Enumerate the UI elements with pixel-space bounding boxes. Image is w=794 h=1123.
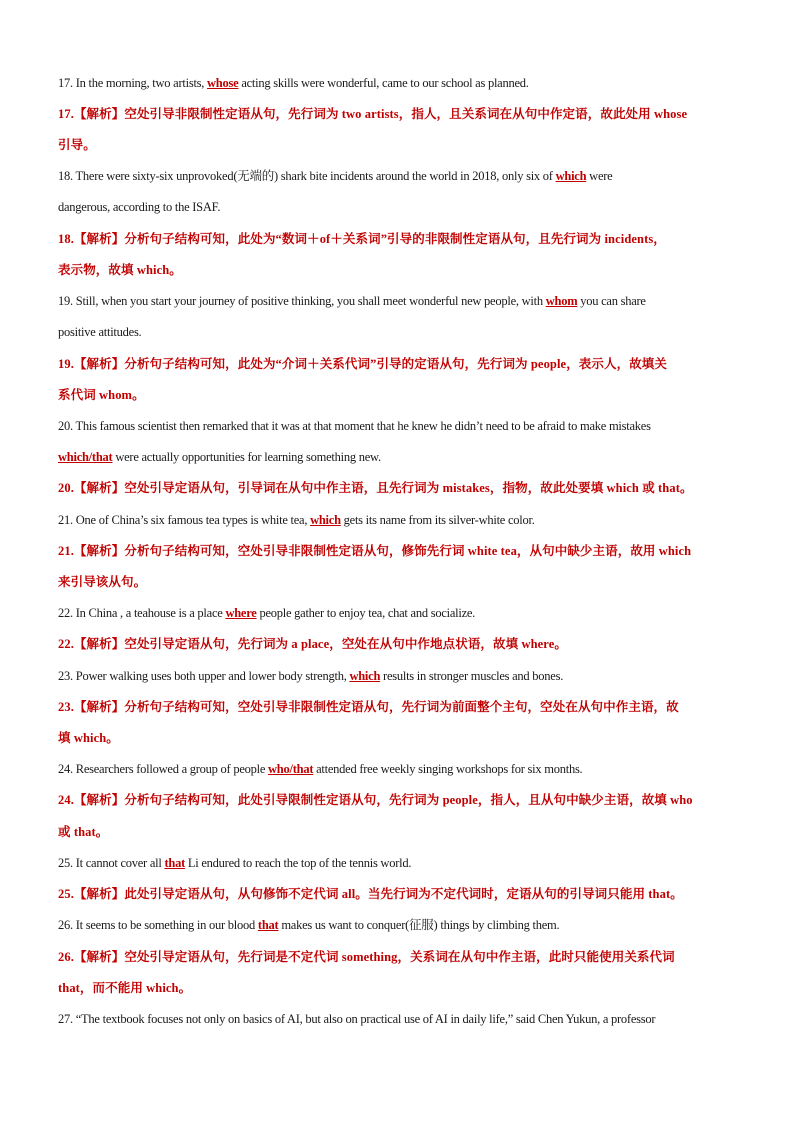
question-27: 27. “The textbook focuses not only on basics of AI, but also on practical use of AI in daily life,” said Chen Yukun, a professor bbox=[58, 1012, 656, 1026]
analysis-26-cont: that，而不能用 which。 bbox=[58, 981, 192, 995]
question-22: 22. In China , a teahouse is a place where people gather to enjoy tea, chat and socialize. bbox=[58, 606, 476, 620]
analysis-25: 25.【解析】此处引导定语从句，从句修饰不定代词 all。当先行词为不定代词时，定语从句的引导词只能用 that。 bbox=[58, 887, 683, 901]
analysis-21: 21.【解析】分析句子结构可知，空处引导非限制性定语从句，修饰先行词 white tea，从句中缺少主语，故用 which bbox=[58, 544, 692, 558]
question-26: 26. It seems to be something in our blood that makes us want to conquer(征服) things by climbing them. bbox=[58, 918, 560, 932]
answer-20: which/that bbox=[58, 450, 113, 464]
analysis-17: 17.【解析】空处引导非限制性定语从句，先行词为 two artists，指人，且关系词在从句中作定语，故此处用 whose bbox=[58, 107, 688, 121]
analysis-23: 23.【解析】分析句子结构可知，空处引导非限制性定语从句，先行词为前面整个主句，空处在从句中作主语，故 bbox=[58, 700, 679, 714]
answer-17: whose bbox=[207, 76, 239, 90]
question-19-cont: positive attitudes. bbox=[58, 325, 142, 339]
question-17: 17. In the morning, two artists, whose acting skills were wonderful, came to our school as planned. bbox=[58, 76, 529, 90]
analysis-20: 20.【解析】空处引导定语从句，引导词在从句中作主语，且先行词为 mistakes，指物，故此处要填 which 或 that。 bbox=[58, 481, 693, 495]
question-21: 21. One of China’s six famous tea types is white tea, which gets its name from its silver-white color. bbox=[58, 513, 535, 527]
question-18-cont: dangerous, according to the ISAF. bbox=[58, 200, 221, 214]
answer-19: whom bbox=[545, 294, 578, 308]
analysis-18-cont: 表示物，故填 which。 bbox=[58, 263, 182, 277]
answer-25: that bbox=[164, 856, 185, 870]
analysis-21-cont: 来引导该从句。 bbox=[58, 575, 147, 589]
analysis-23-cont: 填 which。 bbox=[58, 731, 119, 745]
answer-26: that bbox=[257, 918, 279, 932]
question-18: 18. There were sixty-six unprovoked(无端的) shark bite incidents around the world in 2018, only six of which were bbox=[58, 169, 613, 183]
answer-23: which bbox=[349, 669, 381, 683]
answer-22: where bbox=[225, 606, 257, 620]
analysis-19-cont: 系代词 whom。 bbox=[58, 388, 145, 402]
question-25: 25. It cannot cover all that Li endured to reach the top of the tennis world. bbox=[58, 856, 412, 870]
analysis-18: 18.【解析】分析句子结构可知，此处为“数词＋of＋关系词”引导的非限制性定语从句，且先行词为 incidents， bbox=[58, 232, 666, 246]
answer-21: which bbox=[310, 513, 341, 527]
answer-18: which bbox=[555, 169, 587, 183]
analysis-19: 19.【解析】分析句子结构可知，此处为“介词＋关系代词”引导的定语从句，先行词为 people，表示人，故填关 bbox=[58, 357, 667, 371]
question-23: 23. Power walking uses both upper and lower body strength, which results in stronger muscles and bones. bbox=[58, 669, 564, 683]
analysis-26: 26.【解析】空处引导定语从句，先行词是不定代词 something，关系词在从句中作主语，此时只能使用关系代词 bbox=[58, 950, 675, 964]
question-20-cont: which/that were actually opportunities for learning something new. bbox=[58, 450, 381, 464]
analysis-24: 24.【解析】分析句子结构可知，此处引导限制性定语从句，先行词为 people，指人，且从句中缺少主语，故填 who bbox=[58, 793, 693, 807]
question-19: 19. Still, when you start your journey of positive thinking, you shall meet wonderful new people, with whom you can share bbox=[58, 294, 646, 308]
question-24: 24. Researchers followed a group of people who/that attended free weekly singing workshops for six months. bbox=[58, 762, 583, 776]
question-20: 20. This famous scientist then remarked that it was at that moment that he knew he didn’t need to be afraid to make mistakes bbox=[58, 419, 651, 433]
analysis-17-cont: 引导。 bbox=[58, 138, 96, 152]
answer-24: who/that bbox=[268, 762, 314, 776]
analysis-22: 22.【解析】空处引导定语从句，先行词为 a place，空处在从句中作地点状语，故填 where。 bbox=[58, 637, 567, 651]
analysis-24-cont: 或 that。 bbox=[58, 825, 109, 839]
